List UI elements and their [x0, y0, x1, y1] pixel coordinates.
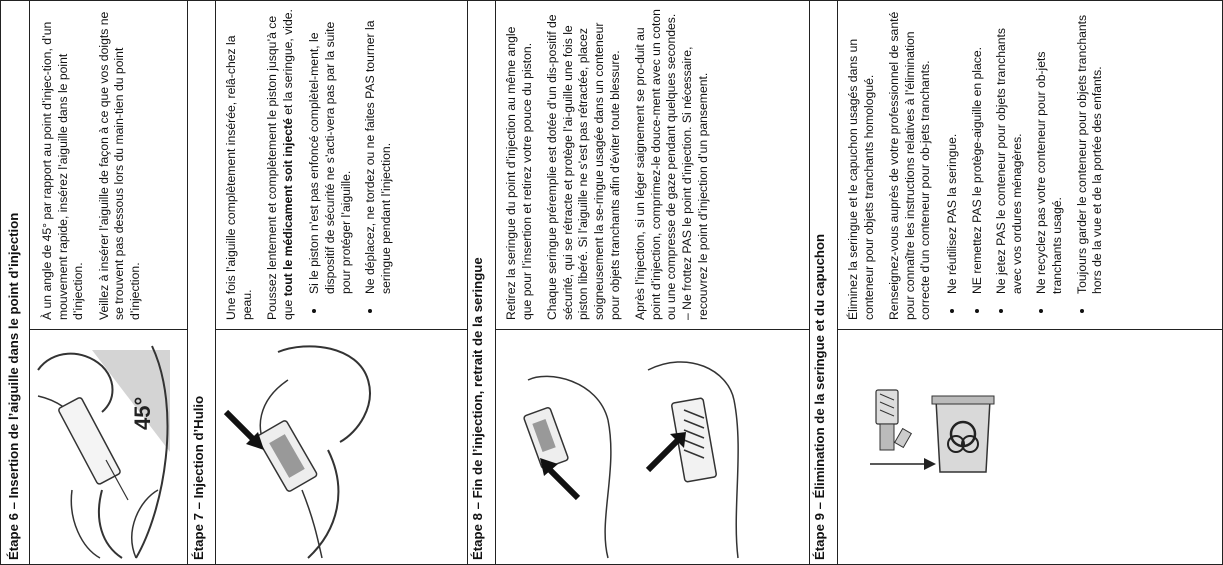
paragraph: Chaque seringue préremplie est dotée d’un dis-positif de sécurité, qui se rétracte et protège l’ai-guille une fois le piston libéré. Si l’aiguille ne s’est pas rétractée, placez soigneusement la se-ringue usagée dans un conteneur pour objets tranchants afin d’éviter toute blessure. — [545, 14, 622, 320]
step-9-title: Étape 9 – Élimination de la seringue et du capuchon — [812, 233, 827, 560]
text-run: Poussez lentement et complètement le piston jusqu’à ce que — [265, 15, 295, 320]
grid-line — [215, 1, 216, 564]
text-run: et la seringue, vide. — [280, 9, 295, 119]
grid-line — [29, 1, 30, 564]
bullet-list — [306, 4, 394, 320]
bullet-list — [944, 4, 1106, 320]
injection-image — [218, 340, 462, 560]
step-7-text — [224, 4, 460, 320]
paragraph: Retirez la seringue du point d’injection au même angle que pour l’insertion et retirez votre pouce du piston. — [504, 26, 534, 320]
step-6-title: Étape 6 – Insertion de l’aiguille dans le point d’injection — [6, 212, 21, 560]
step-7-title: Étape 7 – Injection d’Hulio — [191, 395, 206, 560]
paragraph — [265, 4, 296, 320]
step-7-illustration — [218, 340, 462, 560]
sharps-disposal-image — [840, 340, 1218, 560]
grid-line — [495, 329, 809, 330]
step-8-text — [504, 4, 804, 320]
paragraph: Veillez à insérer l’aiguille de façon à ce que vos doigts ne se trouvent pas dessous lors du main-tien du point d’injection. — [96, 11, 142, 320]
needle-insertion-image — [32, 340, 182, 560]
angle-label: 45° — [130, 396, 155, 430]
list-item: • Toujours garder le conteneur pour objets tranchants hors de la vue et de la portée des enfants. — [1074, 4, 1106, 298]
step-6-illustration — [32, 340, 182, 560]
grid-line — [215, 329, 467, 330]
step-6-text — [40, 10, 180, 320]
paragraph: Éliminez la seringue et le capuchon usagés dans un conteneur pour objets tranchants homologué. — [846, 38, 876, 320]
emphasis-text: tout le médicament soit injecté — [280, 118, 295, 297]
grid-line — [467, 1, 468, 564]
step-9-illustration — [840, 340, 1218, 560]
grid-line — [187, 1, 188, 564]
grid-line — [837, 1, 838, 564]
step-8-title: Étape 8 – Fin de l’injection, retrait de la seringue — [470, 257, 485, 560]
list-item: • Ne déplacez, ne tordez ou ne faites PAS tourner la seringue pendant l’injection. — [362, 4, 394, 298]
list-item: • Ne jetez PAS le conteneur pour objets tranchants avec vos ordures ménagères. — [993, 4, 1025, 298]
step-9-text — [846, 4, 1222, 320]
paragraph: Une fois l’aiguille complètement insérée, relâ-chez la peau. — [224, 35, 254, 320]
needle-removal-image — [498, 340, 804, 560]
grid-line — [29, 329, 187, 330]
list-item: • Si le piston n’est pas enfoncé complètel-ment, le dispositif de sécurité ne s’acti-vera pas par la suite pour protéger l’aiguille. — [306, 4, 354, 298]
grid-line — [495, 1, 496, 564]
paragraph: Renseignez-vous auprès de votre professionnel de santé pour connaître les instructions relatives à l’élimination correcte d’un conteneur pour ob-jets tranchants. — [887, 11, 933, 320]
list-item: • Ne recyclez pas votre conteneur pour ob-jets tranchants usagé. — [1033, 4, 1065, 298]
grid-line — [837, 329, 1223, 330]
list-item: • Ne réutilisez PAS la seringue. — [944, 4, 961, 298]
list-item: • NE remettez PAS le protège-aiguille en place. — [969, 4, 986, 298]
grid-line — [809, 1, 810, 564]
step-8-illustration — [498, 340, 804, 560]
paragraph: À un angle de 45° par rapport au point d’injec-tion, d’un mouvement rapide, insérez l’aiguille dans le point d’injection. — [40, 21, 86, 320]
paragraph: Après l’injection, si un léger saignement se pro-duit au point d’injection, comprimez-le douce-ment avec un coton ou une compresse de gaze pendant quelques secondes. – Ne frottez PAS le point d’injection. Si nécessaire, recouvrez le point d’injection d’un pansement. — [633, 9, 710, 320]
